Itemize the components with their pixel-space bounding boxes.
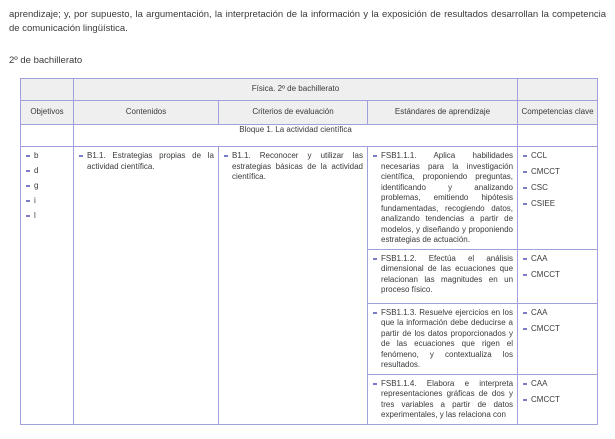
estandar-item: FSB1.1.1. Aplica habilidades necesarias para la investigación científica, proponiendo preguntas, identificando y analizando problemas, emitiendo hipótesis fundamentadas, recogiendo datos, analizando tendencias a partir de modelos, y diseñando y proponiendo estrategias de actuación. [371, 151, 513, 246]
competencias-cell [518, 147, 598, 250]
competencia-item: CSC [521, 183, 593, 194]
estandar-item: FSB1.1.2. Efectúa el análisis dimensional de las ecuaciones que relacionan las magnitudes en un proceso físico. [371, 254, 513, 296]
estandar-cell [368, 374, 518, 424]
competencia-item: CMCCT [521, 324, 593, 335]
competencia-item: CMCCT [521, 270, 593, 281]
header-estandares: Estándares de aprendizaje [368, 101, 518, 125]
competencia-item: CMCCT [521, 167, 593, 178]
curriculum-table [20, 78, 598, 425]
objetivo-item: b [24, 151, 69, 162]
header-criterios: Criterios de evaluación [219, 101, 368, 125]
empty-cell [21, 125, 74, 147]
empty-cell [21, 79, 74, 101]
table-title-row [21, 79, 598, 101]
competencia-item: CAA [521, 379, 593, 390]
competencias-cell [518, 374, 598, 424]
competencias-cell [518, 303, 598, 374]
estandar-item: FSB1.1.4. Elabora e interpreta representaciones gráficas de dos y tres variables a partir de datos experimentales, y las relaciona con [371, 379, 513, 421]
competencia-item: CSIEE [521, 199, 593, 210]
column-headers-row [21, 101, 598, 125]
criterio-item: B1.1. Reconocer y utilizar las estrategias básicas de la actividad científica. [222, 151, 363, 183]
competencias-cell [518, 249, 598, 303]
table-row [21, 147, 598, 250]
criterios-cell [219, 147, 368, 425]
intro-paragraph: aprendizaje; y, por supuesto, la argumentación, la interpretación de la información y la exposición de resultados desarrollan la competencia de comunicación lingüística. [9, 9, 606, 34]
block-title-row [21, 125, 598, 147]
section-label: 2º de bachillerato [9, 55, 83, 66]
contenidos-cell [74, 147, 219, 425]
estandar-cell [368, 303, 518, 374]
header-competencias: Competencias clave [518, 101, 598, 125]
objetivo-item: g [24, 181, 69, 192]
contenido-item: B1.1. Estrategias propias de la actividad científica. [77, 151, 214, 172]
estandar-cell [368, 147, 518, 250]
empty-cell [518, 125, 598, 147]
competencia-item: CMCCT [521, 395, 593, 406]
block-title: Bloque 1. La actividad científica [74, 125, 518, 147]
header-contenidos: Contenidos [74, 101, 219, 125]
objetivo-item: l [24, 211, 69, 222]
estandar-cell [368, 249, 518, 303]
table-title: Física. 2º de bachillerato [74, 79, 518, 101]
competencia-item: CAA [521, 308, 593, 319]
objetivos-cell [21, 147, 74, 425]
competencia-item: CAA [521, 254, 593, 265]
competencia-item: CCL [521, 151, 593, 162]
empty-cell [518, 79, 598, 101]
objetivo-item: i [24, 196, 69, 207]
estandar-item: FSB1.1.3. Resuelve ejercicios en los que la información debe deducirse a partir de los datos proporcionados y de las ecuaciones que rigen el fenómeno, y contextualiza los resultados. [371, 308, 513, 371]
objetivo-item: d [24, 166, 69, 177]
header-objetivos: Objetivos [21, 101, 74, 125]
